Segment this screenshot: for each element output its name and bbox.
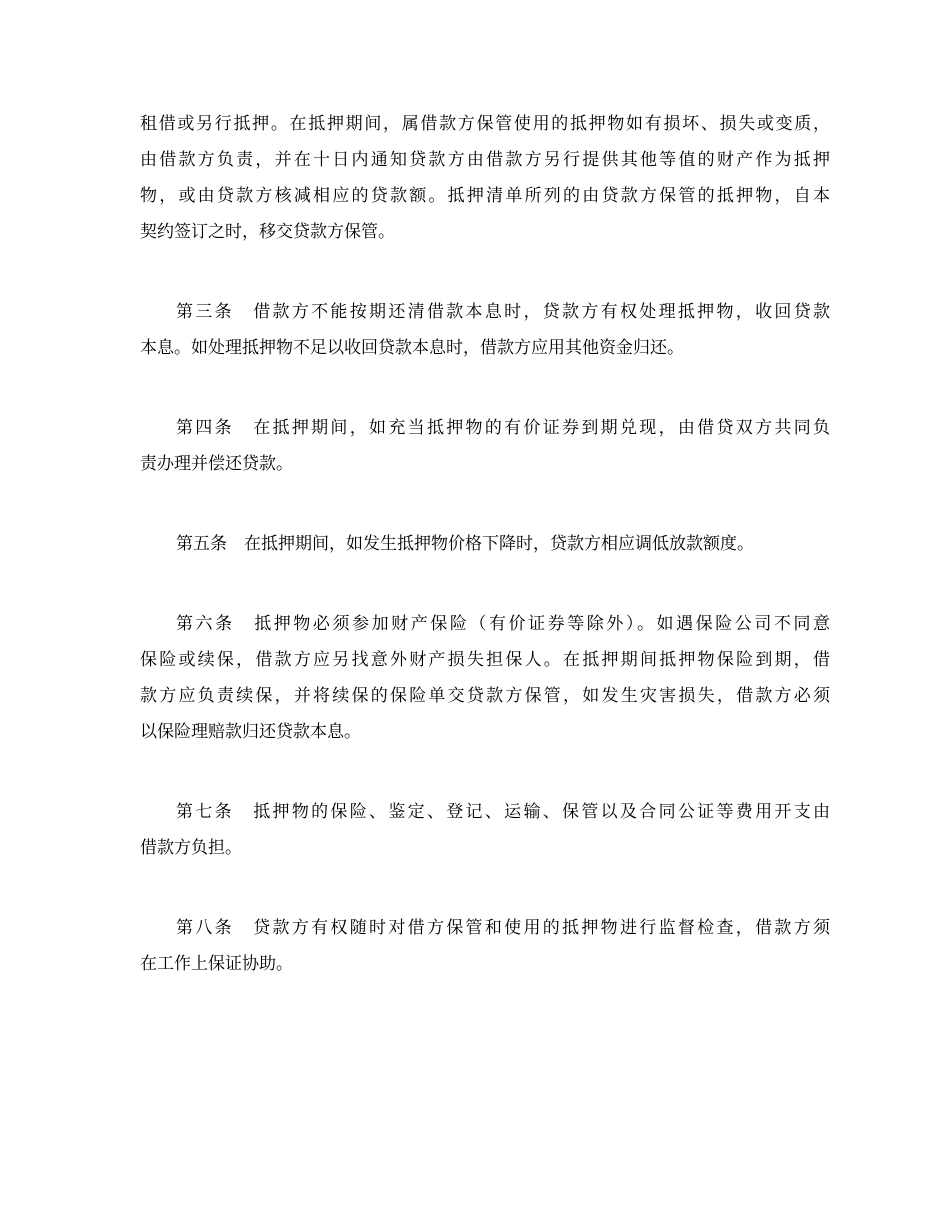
paragraph-continuation — [140, 106, 830, 250]
paragraph-gap — [140, 866, 830, 910]
text-line: 以保险理赔款归还贷款本息。 — [140, 722, 361, 742]
text-line: 本息。如处理抵押物不足以收回贷款本息时，借款方应用其他资金归还。 — [140, 338, 684, 358]
text-line: 第三条 借款方不能按期还清借款本息时，贷款方有权处理抵押物，收回贷款 — [176, 302, 830, 322]
article-3 — [140, 294, 830, 366]
text-line: 第五条 在抵押期间，如发生抵押物价格下降时，贷款方相应调低放款额度。 — [176, 534, 754, 554]
article-8 — [140, 910, 830, 982]
article-4 — [140, 410, 830, 482]
paragraph-gap — [140, 366, 830, 410]
paragraph-gap — [140, 482, 830, 526]
article-7 — [140, 794, 830, 866]
text-line: 租借或另行抵押。在抵押期间，属借款方保管使用的抵押物如有损坏、损失或变质， — [140, 114, 830, 134]
text-line: 保险或续保，借款方应另找意外财产损失担保人。在抵押期间抵押物保险到期，借 — [140, 650, 830, 670]
text-line: 在工作上保证协助。 — [140, 954, 293, 974]
text-line: 责办理并偿还贷款。 — [140, 454, 293, 474]
text-line: 物，或由贷款方核减相应的贷款额。抵押清单所列的由贷款方保管的抵押物，自本 — [140, 186, 830, 206]
article-6 — [140, 606, 830, 750]
paragraph-gap — [140, 250, 830, 294]
paragraph-gap — [140, 750, 830, 794]
text-line: 款方应负责续保，并将续保的保险单交贷款方保管，如发生灾害损失，借款方必须 — [140, 686, 830, 706]
paragraph-gap — [140, 562, 830, 606]
document-body — [140, 106, 830, 982]
text-line: 由借款方负责，并在十日内通知贷款方由借款方另行提供其他等值的财产作为抵押 — [140, 150, 830, 170]
text-line: 第六条 抵押物必须参加财产保险（有价证券等除外）。如遇保险公司不同意 — [176, 614, 830, 634]
text-line: 第四条 在抵押期间，如充当抵押物的有价证券到期兑现，由借贷双方共同负 — [176, 418, 830, 438]
text-line: 第七条 抵押物的保险、鉴定、登记、运输、保管以及合同公证等费用开支由 — [176, 802, 830, 822]
text-line: 契约签订之时，移交贷款方保管。 — [140, 222, 395, 242]
text-line: 借款方负担。 — [140, 838, 242, 858]
article-5 — [140, 526, 830, 562]
text-line: 第八条 贷款方有权随时对借方保管和使用的抵押物进行监督检查，借款方须 — [176, 918, 830, 938]
